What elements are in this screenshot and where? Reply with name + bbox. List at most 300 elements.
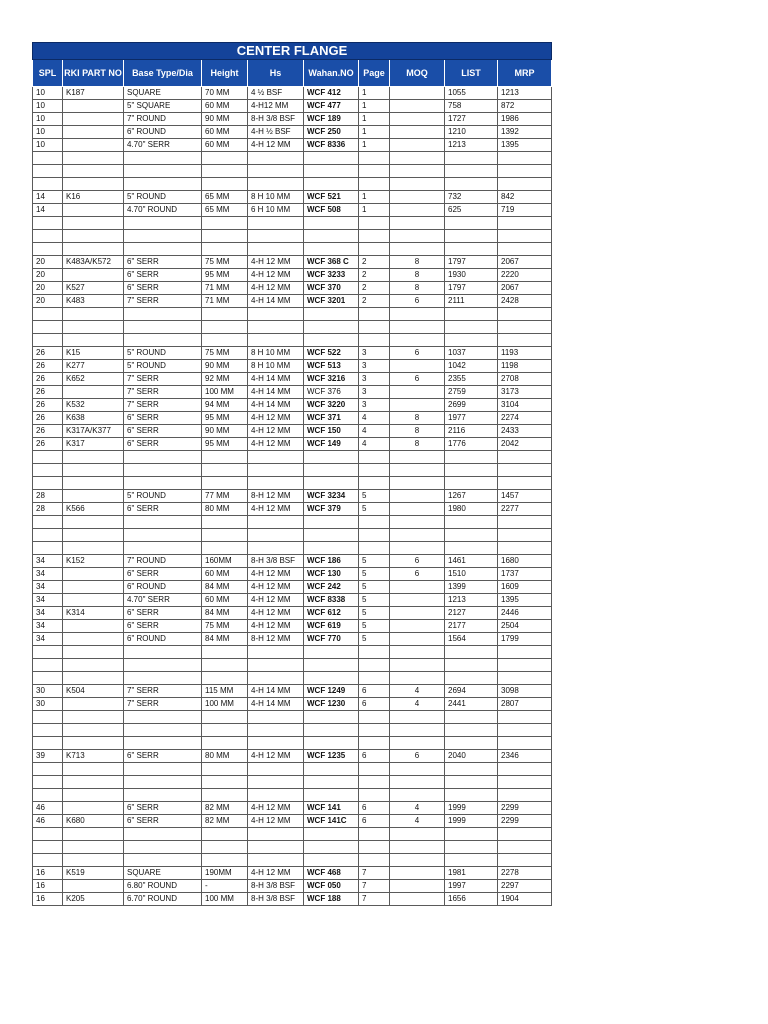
hs-cell xyxy=(248,542,304,555)
wahan-no-cell: WCF 412 xyxy=(304,87,359,100)
spl-cell: 20 xyxy=(33,269,63,282)
moq-cell: 6 xyxy=(390,373,445,386)
rki-part-no-cell xyxy=(63,516,124,529)
base-type-cell xyxy=(124,672,202,685)
page-cell: 3 xyxy=(359,347,390,360)
base-type-cell: 7" SERR xyxy=(124,399,202,412)
height-cell xyxy=(202,516,248,529)
moq-cell xyxy=(390,529,445,542)
page-cell xyxy=(359,711,390,724)
page-cell: 5 xyxy=(359,568,390,581)
base-type-cell xyxy=(124,243,202,256)
mrp-cell: 872 xyxy=(498,100,552,113)
table-row xyxy=(33,464,552,477)
page-cell xyxy=(359,659,390,672)
list-cell xyxy=(445,529,498,542)
base-type-cell xyxy=(124,529,202,542)
spl-cell xyxy=(33,789,63,802)
base-type-cell: 6" SERR xyxy=(124,269,202,282)
base-type-cell xyxy=(124,178,202,191)
spl-cell xyxy=(33,763,63,776)
wahan-no-cell: WCF 508 xyxy=(304,204,359,217)
table-row xyxy=(33,633,552,646)
height-cell xyxy=(202,854,248,867)
table-row xyxy=(33,139,552,152)
hs-cell xyxy=(248,464,304,477)
mrp-cell: 2708 xyxy=(498,373,552,386)
height-cell: 71 MM xyxy=(202,282,248,295)
height-cell: 92 MM xyxy=(202,373,248,386)
col-header-mrp: MRP xyxy=(498,60,552,87)
page-cell: 6 xyxy=(359,802,390,815)
hs-cell: 4 ½ BSF xyxy=(248,87,304,100)
wahan-no-cell: WCF 3216 xyxy=(304,373,359,386)
wahan-no-cell xyxy=(304,178,359,191)
mrp-cell: 2067 xyxy=(498,282,552,295)
list-cell: 1213 xyxy=(445,594,498,607)
mrp-cell xyxy=(498,854,552,867)
base-type-cell xyxy=(124,854,202,867)
page-cell: 4 xyxy=(359,412,390,425)
spl-cell xyxy=(33,841,63,854)
list-cell xyxy=(445,646,498,659)
rki-part-no-cell: K680 xyxy=(63,815,124,828)
hs-cell: 4-H ½ BSF xyxy=(248,126,304,139)
rki-part-no-cell xyxy=(63,113,124,126)
list-cell xyxy=(445,321,498,334)
height-cell xyxy=(202,464,248,477)
spl-cell xyxy=(33,672,63,685)
height-cell: 84 MM xyxy=(202,581,248,594)
wahan-no-cell xyxy=(304,711,359,724)
rki-part-no-cell: K314 xyxy=(63,607,124,620)
hs-cell xyxy=(248,334,304,347)
moq-cell xyxy=(390,204,445,217)
rki-part-no-cell xyxy=(63,490,124,503)
list-cell: 2040 xyxy=(445,750,498,763)
base-type-cell xyxy=(124,165,202,178)
mrp-cell: 1213 xyxy=(498,87,552,100)
rki-part-no-cell xyxy=(63,126,124,139)
rki-part-no-cell xyxy=(63,334,124,347)
rki-part-no-cell xyxy=(63,789,124,802)
mrp-cell: 1737 xyxy=(498,568,552,581)
wahan-no-cell: WCF 8338 xyxy=(304,594,359,607)
hs-cell xyxy=(248,516,304,529)
page-cell: 5 xyxy=(359,490,390,503)
rki-part-no-cell: K713 xyxy=(63,750,124,763)
table-row xyxy=(33,763,552,776)
moq-cell: 8 xyxy=(390,269,445,282)
wahan-no-cell: WCF 130 xyxy=(304,568,359,581)
rki-part-no-cell xyxy=(63,633,124,646)
mrp-cell: 2504 xyxy=(498,620,552,633)
mrp-cell xyxy=(498,711,552,724)
mrp-cell xyxy=(498,659,552,672)
list-cell xyxy=(445,672,498,685)
height-cell xyxy=(202,841,248,854)
page-cell: 2 xyxy=(359,269,390,282)
spl-cell: 39 xyxy=(33,750,63,763)
page-cell: 1 xyxy=(359,113,390,126)
wahan-no-cell xyxy=(304,152,359,165)
mrp-cell: 2428 xyxy=(498,295,552,308)
moq-cell xyxy=(390,633,445,646)
list-cell: 1980 xyxy=(445,503,498,516)
spl-cell xyxy=(33,776,63,789)
moq-cell xyxy=(390,724,445,737)
moq-cell: 4 xyxy=(390,698,445,711)
spl-cell xyxy=(33,464,63,477)
base-type-cell: 6" SERR xyxy=(124,438,202,451)
page-cell xyxy=(359,230,390,243)
table-row xyxy=(33,126,552,139)
moq-cell xyxy=(390,451,445,464)
hs-cell: 8-H 3/8 BSF xyxy=(248,555,304,568)
base-type-cell: 6" SERR xyxy=(124,568,202,581)
moq-cell: 6 xyxy=(390,295,445,308)
moq-cell xyxy=(390,516,445,529)
height-cell xyxy=(202,646,248,659)
list-cell: 2441 xyxy=(445,698,498,711)
rki-part-no-cell xyxy=(63,698,124,711)
rki-part-no-cell xyxy=(63,646,124,659)
rki-part-no-cell xyxy=(63,529,124,542)
page-cell: 5 xyxy=(359,503,390,516)
table-row xyxy=(33,594,552,607)
page-cell: 6 xyxy=(359,685,390,698)
list-cell: 1977 xyxy=(445,412,498,425)
page-cell xyxy=(359,542,390,555)
height-cell: 84 MM xyxy=(202,633,248,646)
rki-part-no-cell: K16 xyxy=(63,191,124,204)
mrp-cell: 2446 xyxy=(498,607,552,620)
col-header-spl: SPL xyxy=(33,60,63,87)
hs-cell xyxy=(248,841,304,854)
base-type-cell: 4.70" SERR xyxy=(124,594,202,607)
wahan-no-cell: WCF 189 xyxy=(304,113,359,126)
hs-cell: 4-H 12 MM xyxy=(248,607,304,620)
table-row xyxy=(33,477,552,490)
base-type-cell: 6.80" ROUND xyxy=(124,880,202,893)
spl-cell: 34 xyxy=(33,555,63,568)
mrp-cell: 1680 xyxy=(498,555,552,568)
height-cell xyxy=(202,737,248,750)
page-cell: 2 xyxy=(359,282,390,295)
spl-cell xyxy=(33,217,63,230)
hs-cell: 4-H 14 MM xyxy=(248,685,304,698)
wahan-no-cell: WCF 619 xyxy=(304,620,359,633)
list-cell xyxy=(445,724,498,737)
page-cell xyxy=(359,334,390,347)
mrp-cell xyxy=(498,152,552,165)
base-type-cell: 7" SERR xyxy=(124,386,202,399)
rki-part-no-cell xyxy=(63,854,124,867)
mrp-cell: 2299 xyxy=(498,802,552,815)
wahan-no-cell: WCF 370 xyxy=(304,282,359,295)
rki-part-no-cell xyxy=(63,568,124,581)
list-cell: 1055 xyxy=(445,87,498,100)
height-cell: 90 MM xyxy=(202,425,248,438)
hs-cell: 8 H 10 MM xyxy=(248,191,304,204)
list-cell: 2759 xyxy=(445,386,498,399)
table-row xyxy=(33,178,552,191)
list-cell xyxy=(445,217,498,230)
rki-part-no-cell: K483A/K572 xyxy=(63,256,124,269)
wahan-no-cell xyxy=(304,841,359,854)
moq-cell: 8 xyxy=(390,425,445,438)
mrp-cell: 1395 xyxy=(498,139,552,152)
height-cell xyxy=(202,230,248,243)
list-cell xyxy=(445,763,498,776)
hs-cell: 4-H 12 MM xyxy=(248,815,304,828)
moq-cell xyxy=(390,87,445,100)
table-row xyxy=(33,243,552,256)
hs-cell xyxy=(248,321,304,334)
moq-cell xyxy=(390,620,445,633)
mrp-cell xyxy=(498,165,552,178)
list-cell xyxy=(445,165,498,178)
height-cell xyxy=(202,451,248,464)
rki-part-no-cell xyxy=(63,217,124,230)
center-flange-table xyxy=(32,42,552,906)
mrp-cell xyxy=(498,334,552,347)
spl-cell xyxy=(33,542,63,555)
wahan-no-cell xyxy=(304,646,359,659)
base-type-cell xyxy=(124,308,202,321)
wahan-no-cell xyxy=(304,230,359,243)
base-type-cell xyxy=(124,516,202,529)
table-row xyxy=(33,399,552,412)
page-cell: 3 xyxy=(359,399,390,412)
wahan-no-cell: WCF 188 xyxy=(304,893,359,906)
list-cell: 1999 xyxy=(445,815,498,828)
col-header-wahan-no: Wahan.NO xyxy=(304,60,359,87)
page-cell: 4 xyxy=(359,425,390,438)
rki-part-no-cell: K483 xyxy=(63,295,124,308)
rki-part-no-cell xyxy=(63,711,124,724)
table-row xyxy=(33,789,552,802)
hs-cell xyxy=(248,451,304,464)
moq-cell xyxy=(390,789,445,802)
hs-cell: 6 H 10 MM xyxy=(248,204,304,217)
mrp-cell xyxy=(498,464,552,477)
moq-cell xyxy=(390,139,445,152)
spl-cell xyxy=(33,828,63,841)
mrp-cell: 2277 xyxy=(498,503,552,516)
list-cell xyxy=(445,737,498,750)
height-cell: 190MM xyxy=(202,867,248,880)
hs-cell xyxy=(248,178,304,191)
table-row xyxy=(33,269,552,282)
table-row xyxy=(33,555,552,568)
base-type-cell xyxy=(124,724,202,737)
moq-cell xyxy=(390,113,445,126)
spl-cell: 34 xyxy=(33,581,63,594)
wahan-no-cell xyxy=(304,217,359,230)
table-row xyxy=(33,776,552,789)
list-cell xyxy=(445,841,498,854)
mrp-cell: 1986 xyxy=(498,113,552,126)
hs-cell xyxy=(248,646,304,659)
spl-cell xyxy=(33,178,63,191)
mrp-cell xyxy=(498,243,552,256)
base-type-cell: 6" SERR xyxy=(124,412,202,425)
hs-cell xyxy=(248,217,304,230)
page-cell: 5 xyxy=(359,594,390,607)
spl-cell xyxy=(33,165,63,178)
base-type-cell xyxy=(124,776,202,789)
moq-cell: 6 xyxy=(390,750,445,763)
page-cell: 4 xyxy=(359,438,390,451)
spl-cell: 26 xyxy=(33,438,63,451)
hs-cell xyxy=(248,776,304,789)
spl-cell: 16 xyxy=(33,867,63,880)
rki-part-no-cell xyxy=(63,802,124,815)
page-cell xyxy=(359,477,390,490)
rki-part-no-cell: K317A/K377 xyxy=(63,425,124,438)
table-row xyxy=(33,295,552,308)
base-type-cell: 6" ROUND xyxy=(124,581,202,594)
base-type-cell xyxy=(124,542,202,555)
base-type-cell: 6" SERR xyxy=(124,607,202,620)
rki-part-no-cell: K277 xyxy=(63,360,124,373)
page-cell: 3 xyxy=(359,373,390,386)
mrp-cell: 2067 xyxy=(498,256,552,269)
hs-cell: 4-H 12 MM xyxy=(248,620,304,633)
moq-cell xyxy=(390,360,445,373)
list-cell: 1776 xyxy=(445,438,498,451)
mrp-cell: 2274 xyxy=(498,412,552,425)
table-row xyxy=(33,516,552,529)
hs-cell: 4-H 12 MM xyxy=(248,568,304,581)
rki-part-no-cell xyxy=(63,737,124,750)
rki-part-no-cell xyxy=(63,477,124,490)
page-cell xyxy=(359,516,390,529)
list-cell xyxy=(445,230,498,243)
table-row xyxy=(33,854,552,867)
base-type-cell: 4.70" ROUND xyxy=(124,204,202,217)
base-type-cell xyxy=(124,789,202,802)
rki-part-no-cell xyxy=(63,776,124,789)
page-cell xyxy=(359,152,390,165)
height-cell: 115 MM xyxy=(202,685,248,698)
base-type-cell: 7" SERR xyxy=(124,295,202,308)
base-type-cell: 6" ROUND xyxy=(124,633,202,646)
height-cell: 100 MM xyxy=(202,893,248,906)
rki-part-no-cell xyxy=(63,152,124,165)
wahan-no-cell: WCF 250 xyxy=(304,126,359,139)
wahan-no-cell: WCF 8336 xyxy=(304,139,359,152)
wahan-no-cell: WCF 368 C xyxy=(304,256,359,269)
wahan-no-cell: WCF 522 xyxy=(304,347,359,360)
mrp-cell xyxy=(498,737,552,750)
rki-part-no-cell xyxy=(63,204,124,217)
hs-cell xyxy=(248,672,304,685)
hs-cell: 4-H12 MM xyxy=(248,100,304,113)
list-cell: 2355 xyxy=(445,373,498,386)
base-type-cell: 6" SERR xyxy=(124,815,202,828)
wahan-no-cell: WCF 379 xyxy=(304,503,359,516)
height-cell: 75 MM xyxy=(202,256,248,269)
spl-cell: 16 xyxy=(33,880,63,893)
base-type-cell xyxy=(124,451,202,464)
height-cell: 90 MM xyxy=(202,360,248,373)
mrp-cell xyxy=(498,646,552,659)
hs-cell xyxy=(248,529,304,542)
height-cell xyxy=(202,178,248,191)
mrp-cell xyxy=(498,451,552,464)
height-cell: 95 MM xyxy=(202,269,248,282)
spl-cell xyxy=(33,308,63,321)
page-cell xyxy=(359,217,390,230)
base-type-cell: 7" ROUND xyxy=(124,113,202,126)
page-cell xyxy=(359,178,390,191)
height-cell: 82 MM xyxy=(202,815,248,828)
moq-cell xyxy=(390,880,445,893)
height-cell xyxy=(202,334,248,347)
mrp-cell xyxy=(498,724,552,737)
wahan-no-cell xyxy=(304,529,359,542)
moq-cell xyxy=(390,321,445,334)
hs-cell: 8-H 12 MM xyxy=(248,490,304,503)
col-header-rki-part-no: RKI PART NO xyxy=(63,60,124,87)
wahan-no-cell xyxy=(304,477,359,490)
title-row xyxy=(33,43,552,60)
wahan-no-cell: WCF 3201 xyxy=(304,295,359,308)
hs-cell: 8 H 10 MM xyxy=(248,347,304,360)
hs-cell xyxy=(248,243,304,256)
page-cell: 5 xyxy=(359,607,390,620)
hs-cell xyxy=(248,763,304,776)
mrp-cell xyxy=(498,841,552,854)
moq-cell xyxy=(390,399,445,412)
moq-cell xyxy=(390,893,445,906)
col-header-list: LIST xyxy=(445,60,498,87)
table-row xyxy=(33,165,552,178)
table-row xyxy=(33,880,552,893)
mrp-cell xyxy=(498,529,552,542)
wahan-no-cell: WCF 513 xyxy=(304,360,359,373)
page-cell xyxy=(359,646,390,659)
base-type-cell: 4.70" SERR xyxy=(124,139,202,152)
table-row xyxy=(33,152,552,165)
height-cell: 94 MM xyxy=(202,399,248,412)
spl-cell: 34 xyxy=(33,594,63,607)
wahan-no-cell: WCF 770 xyxy=(304,633,359,646)
rki-part-no-cell xyxy=(63,386,124,399)
table-row xyxy=(33,308,552,321)
table-row xyxy=(33,256,552,269)
moq-cell xyxy=(390,165,445,178)
height-cell: - xyxy=(202,880,248,893)
height-cell xyxy=(202,217,248,230)
table-row xyxy=(33,659,552,672)
page-cell xyxy=(359,763,390,776)
height-cell xyxy=(202,165,248,178)
page-cell: 3 xyxy=(359,386,390,399)
base-type-cell xyxy=(124,464,202,477)
rki-part-no-cell xyxy=(63,724,124,737)
hs-cell xyxy=(248,724,304,737)
wahan-no-cell: WCF 521 xyxy=(304,191,359,204)
wahan-no-cell xyxy=(304,321,359,334)
wahan-no-cell xyxy=(304,789,359,802)
hs-cell xyxy=(248,152,304,165)
table-body xyxy=(33,87,552,906)
spl-cell xyxy=(33,152,63,165)
height-cell xyxy=(202,477,248,490)
